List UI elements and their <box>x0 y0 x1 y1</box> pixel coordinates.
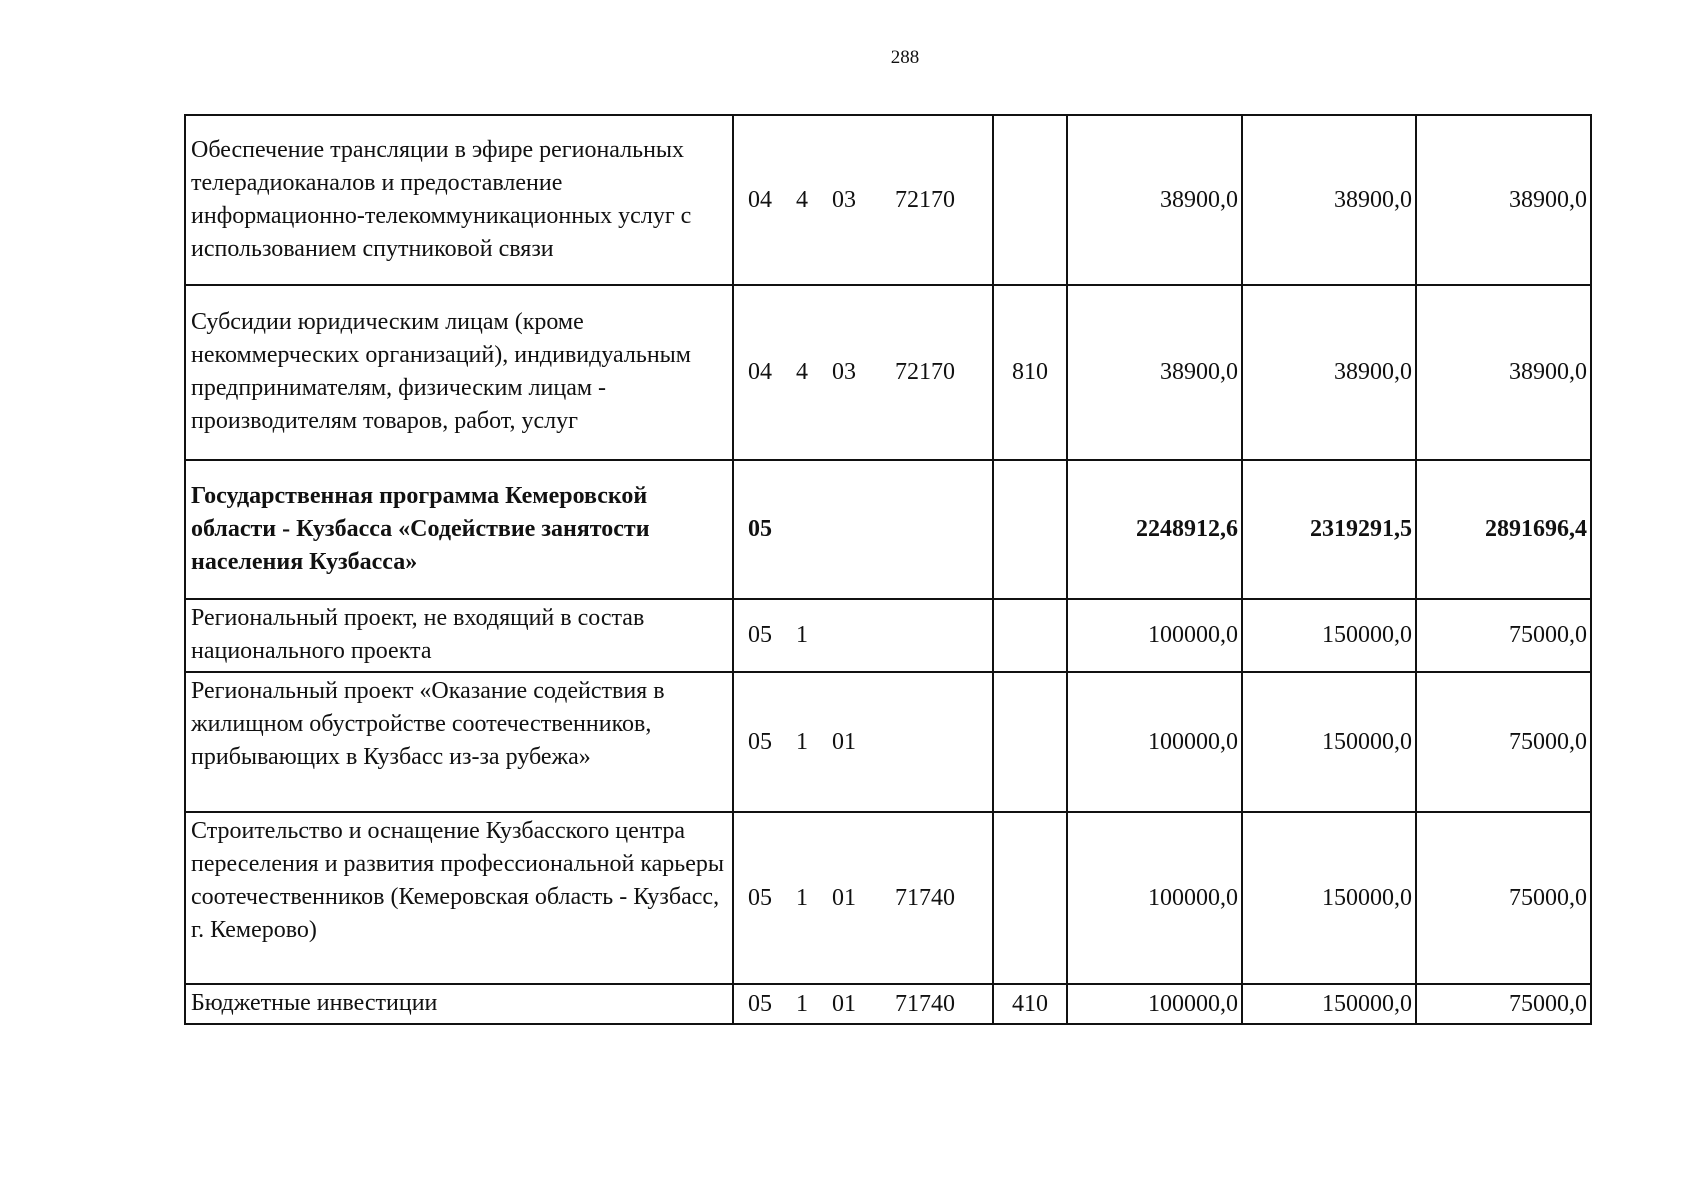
row-codes <box>733 672 993 812</box>
subprogram-code: 1 <box>796 884 808 911</box>
direction-code: 03 <box>832 359 856 385</box>
direction-code: 01 <box>832 884 856 911</box>
table-row <box>185 285 1591 460</box>
program-code: 04 <box>748 186 772 213</box>
row-codes <box>733 460 993 599</box>
program-code: 05 <box>748 516 772 542</box>
amount-year-1: 2248912,6 <box>1067 460 1242 599</box>
amount-year-3: 75000,0 <box>1416 812 1591 984</box>
row-name: Обеспечение трансляции в эфире региональных телерадиоканалов и предоставление информационно-телекоммуникационных услуг с использованием спутниковой связи <box>185 115 733 285</box>
row-codes <box>733 115 993 285</box>
program-code: 05 <box>748 622 772 648</box>
row-name: Бюджетные инвестиции <box>185 984 733 1024</box>
expense-code: 71740 <box>895 884 955 911</box>
amount-year-1: 100000,0 <box>1067 812 1242 984</box>
amount-year-2: 150000,0 <box>1242 812 1416 984</box>
table-row <box>185 460 1591 599</box>
expense-type-code <box>993 672 1067 812</box>
budget-table <box>184 114 1592 1025</box>
expense-type-code <box>993 115 1067 285</box>
direction-code: 01 <box>832 728 856 755</box>
amount-year-3: 38900,0 <box>1416 115 1591 285</box>
row-codes <box>733 599 993 672</box>
expense-code: 71740 <box>895 990 955 1017</box>
subprogram-code: 4 <box>796 186 808 213</box>
amount-year-3: 75000,0 <box>1416 672 1591 812</box>
amount-year-3: 2891696,4 <box>1416 460 1591 599</box>
expense-code: 72170 <box>895 359 955 385</box>
table-row <box>185 115 1591 285</box>
table-row <box>185 812 1591 984</box>
amount-year-2: 150000,0 <box>1242 984 1416 1024</box>
amount-year-2: 150000,0 <box>1242 672 1416 812</box>
table-row <box>185 599 1591 672</box>
row-name: Строительство и оснащение Кузбасского центра переселения и развития профессиональной карьеры соотечественников (Кемеровская область - Кузбасс, г. Кемерово) <box>185 812 733 984</box>
program-code: 04 <box>748 359 772 385</box>
amount-year-1: 100000,0 <box>1067 599 1242 672</box>
subprogram-code: 1 <box>796 622 808 648</box>
page-number: 288 <box>890 47 920 68</box>
row-name: Региональный проект «Оказание содействия в жилищном обустройстве соотечественников, прибывающих в Кузбасс из-за рубежа» <box>185 672 733 812</box>
row-codes <box>733 285 993 460</box>
subprogram-code: 4 <box>796 359 808 385</box>
expense-type-code <box>993 599 1067 672</box>
row-name: Региональный проект, не входящий в состав национального проекта <box>185 599 733 672</box>
amount-year-1: 100000,0 <box>1067 984 1242 1024</box>
row-name: Субсидии юридическим лицам (кроме некоммерческих организаций), индивидуальным предпринимателям, физическим лицам - производителям товаров, работ, услуг <box>185 285 733 460</box>
amount-year-2: 38900,0 <box>1242 285 1416 460</box>
amount-year-2: 38900,0 <box>1242 115 1416 285</box>
amount-year-1: 100000,0 <box>1067 672 1242 812</box>
direction-code: 03 <box>832 186 856 213</box>
expense-type-code <box>993 460 1067 599</box>
expense-type-code: 810 <box>993 285 1067 460</box>
row-codes <box>733 984 993 1024</box>
subprogram-code: 1 <box>796 990 808 1017</box>
amount-year-2: 150000,0 <box>1242 599 1416 672</box>
program-code: 05 <box>748 728 772 755</box>
amount-year-2: 2319291,5 <box>1242 460 1416 599</box>
amount-year-1: 38900,0 <box>1067 115 1242 285</box>
amount-year-3: 38900,0 <box>1416 285 1591 460</box>
table-row <box>185 672 1591 812</box>
expense-type-code: 410 <box>993 984 1067 1024</box>
direction-code: 01 <box>832 990 856 1017</box>
row-name: Государственная программа Кемеровской области - Кузбасса «Содействие занятости населения Кузбасса» <box>185 460 733 599</box>
row-codes <box>733 812 993 984</box>
amount-year-3: 75000,0 <box>1416 984 1591 1024</box>
subprogram-code: 1 <box>796 728 808 755</box>
expense-type-code <box>993 812 1067 984</box>
program-code: 05 <box>748 990 772 1017</box>
amount-year-1: 38900,0 <box>1067 285 1242 460</box>
program-code: 05 <box>748 884 772 911</box>
table-row <box>185 984 1591 1024</box>
expense-code: 72170 <box>895 186 955 213</box>
amount-year-3: 75000,0 <box>1416 599 1591 672</box>
